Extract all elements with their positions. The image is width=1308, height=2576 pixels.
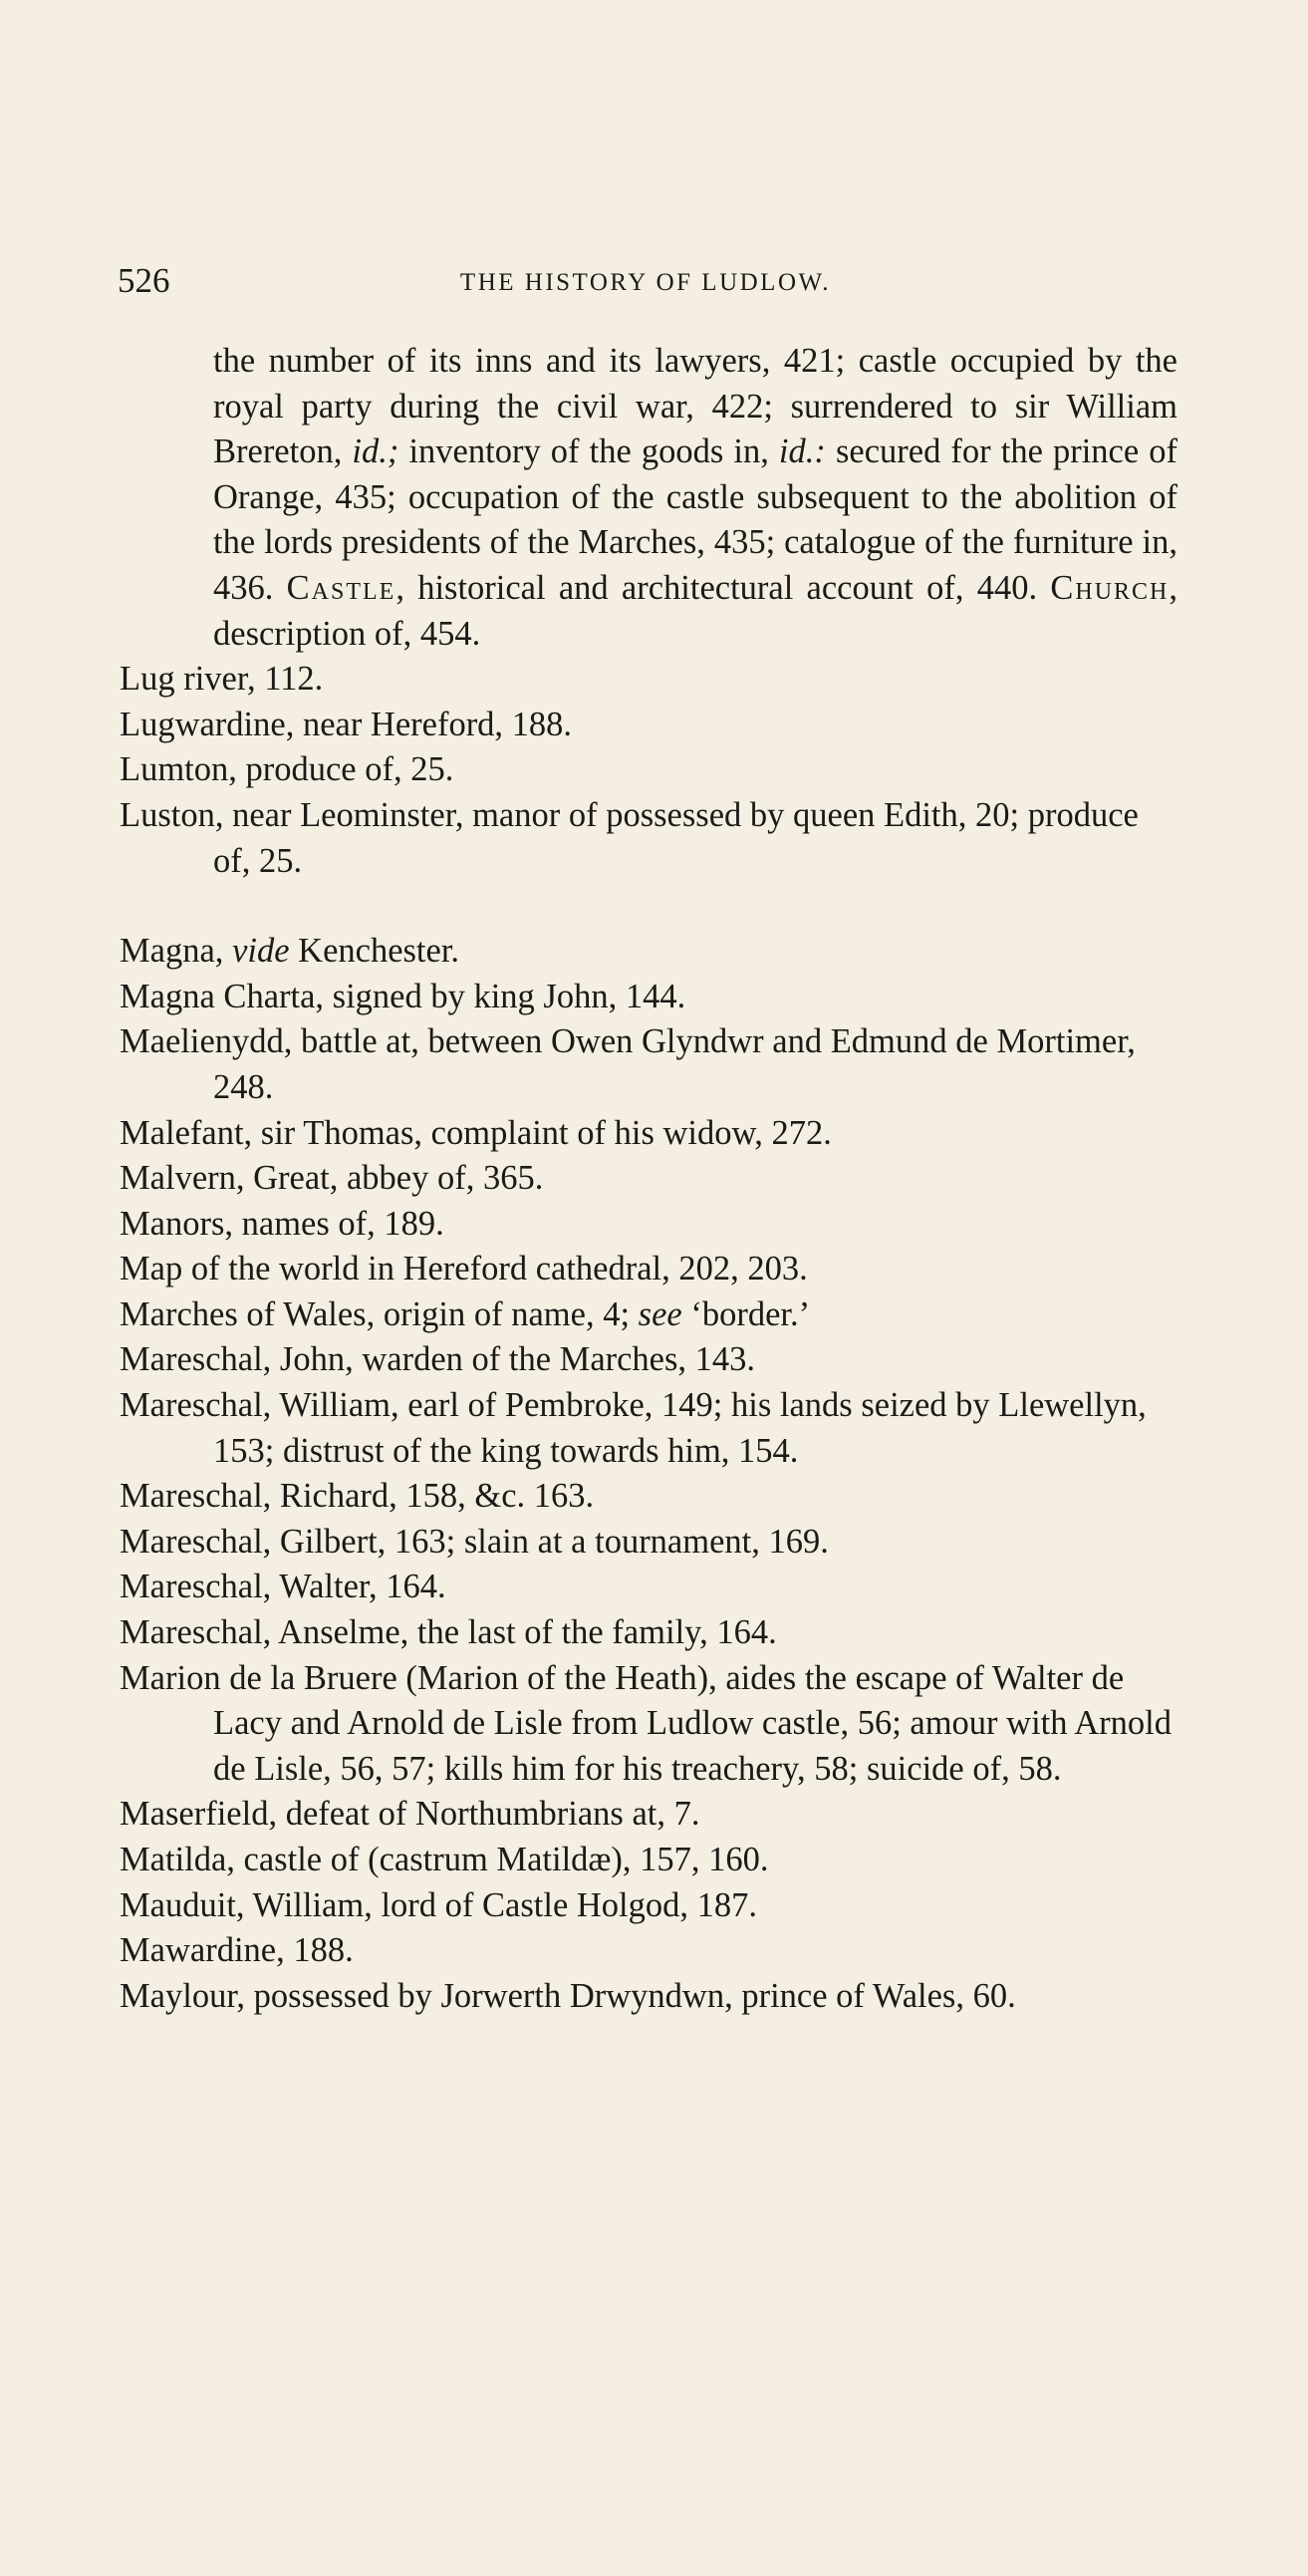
index-entry: Mareschal, Richard, 158, &c. 163. xyxy=(120,1477,595,1516)
index-entry: Mareschal, John, warden of the Marches, 143. xyxy=(120,1340,756,1379)
index-entry: Malvern, Great, abbey of, 365. xyxy=(120,1159,544,1198)
index-entry: Magna Charta, signed by king John, 144. xyxy=(120,977,686,1015)
continuation-text: inventory of the goods in, xyxy=(398,432,779,471)
index-entry: Matilda, castle of (castrum Matildæ), 157, 160. xyxy=(120,1841,769,1878)
italic-vide: vide xyxy=(232,932,290,971)
index-entry: Marion de la Bruere (Marion of the Heath), aides the escape of Walter de Lacy and Arnold de Lisle from Ludlow castle, 56; amour with Arnold de Lisle, 56, 57; kills him for his treachery, 58; suicide of, 58. xyxy=(120,1658,1172,1788)
italic-id: id.: xyxy=(778,432,826,471)
index-entry: Mawardine, 188. xyxy=(120,1931,354,1970)
index-entry: Manors, names of, 189. xyxy=(120,1204,444,1243)
index-entry: Mareschal, Walter, 164. xyxy=(120,1568,446,1606)
index-entry: Maylour, possessed by Jorwerth Drwyndwn, prince of Wales, 60. xyxy=(120,1976,1016,2015)
entry-text: Magna, xyxy=(120,932,233,971)
index-entry: Lumton, produce of, 25. xyxy=(120,750,454,789)
continuation-text: , description of, 454. xyxy=(213,568,1178,653)
entry-text: Kenchester. xyxy=(289,932,460,971)
italic-id: id.; xyxy=(352,432,399,471)
continuation-text: secured for the prince of Orange, 435; occupation of the castle subsequent to the abolition of the lords presidents of the Marches, 435; catalogue of the furniture in, 436. xyxy=(213,432,1177,607)
index-entry xyxy=(120,929,1177,975)
index-text xyxy=(120,339,1177,2019)
index-entry: Lug river, 112. xyxy=(120,660,324,699)
index-entry: Luston, near Leominster, manor of possessed by queen Edith, 20; produce of, 25. xyxy=(120,795,1139,880)
index-entry-continuation xyxy=(120,339,1177,657)
index-entry: Maserfield, defeat of Northumbrians at, 7. xyxy=(120,1795,700,1834)
entry-text: ‘border.’ xyxy=(681,1294,811,1333)
continuation-text: , historical and architectural account of, 440. xyxy=(395,568,1051,607)
entry-text: Marches of Wales, origin of name, 4; xyxy=(120,1294,639,1333)
page-number: 526 xyxy=(118,261,170,300)
small-caps-castle: Castle xyxy=(286,568,396,607)
index-entry: Map of the world in Hereford cathedral, 202, 203. xyxy=(120,1250,808,1288)
section-gap xyxy=(120,884,1177,929)
index-entry: Mauduit, William, lord of Castle Holgod, 187. xyxy=(120,1885,758,1924)
running-title: THE HISTORY OF LUDLOW. xyxy=(459,269,832,296)
page-header xyxy=(118,261,1174,301)
index-entry: Maelienydd, battle at, between Owen Glyndwr and Edmund de Mortimer, 248. xyxy=(120,1022,1136,1106)
small-caps-church: Church xyxy=(1050,568,1170,607)
index-entry: Lugwardine, near Hereford, 188. xyxy=(120,705,573,743)
index-entry xyxy=(120,1292,1177,1338)
index-entry: Malefant, sir Thomas, complaint of his widow, 272. xyxy=(120,1113,832,1152)
italic-see: see xyxy=(638,1294,682,1333)
continuation-text: the number of its inns and its lawyers, 421; castle occupied by the royal party during the civil war, 422; surrendered to sir William Brereton, xyxy=(213,342,1177,471)
index-entry: Mareschal, Gilbert, 163; slain at a tournament, 169. xyxy=(120,1522,829,1561)
index-entry: Mareschal, William, earl of Pembroke, 149; his lands seized by Llewellyn, 153; distrust of the king towards him, 154. xyxy=(120,1386,1147,1470)
index-entry: Mareschal, Anselme, the last of the family, 164. xyxy=(120,1613,777,1652)
